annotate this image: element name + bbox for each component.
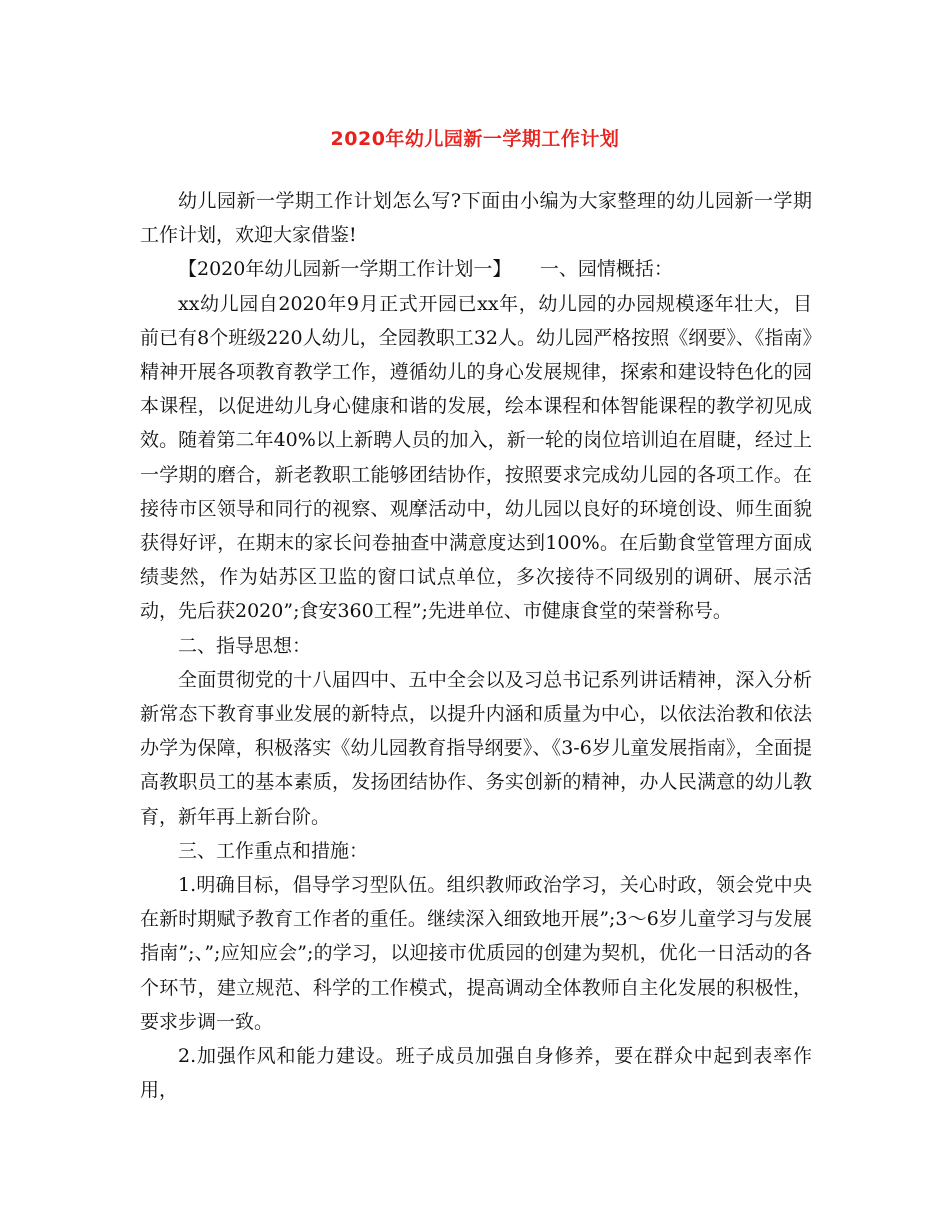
paragraph-intro: 幼儿园新一学期工作计划怎么写?下面由小编为大家整理的幼儿园新一学期工作计划，欢迎大家借鉴! — [140, 190, 812, 247]
section-heading-guiding-thought: 二、指导思想： — [178, 634, 312, 657]
section-heading-key-work: 三、工作重点和措施： — [178, 839, 369, 862]
paragraph-plan-heading: 【2020年幼儿园新一学期工作计划一】 一、园情概括： — [178, 258, 673, 281]
document-title: 2020年幼儿园新一学期工作计划 — [330, 128, 620, 150]
paragraph-measure-2: 2.加强作风和能力建设。班子成员加强自身修养，要在群众中起到表率作用， — [140, 1045, 812, 1102]
paragraph-overview: xx幼儿园自2020年9月正式开园已xx年，幼儿园的办园规模逐年壮大，目前已有8个班级220人幼儿，全园教职工32人。幼儿园严格按照《纲要》、《指南》精神开展各项教育教学工作，遵循幼儿的身心发展规律，探索和建设特色化的园本课程，以促进幼儿身心健康和谐的发展，绘本课程和体智能课程的教学初见成效。随着第二年40%以上新聘人员的加入，新一轮的岗位培训迫在眉睫，经过上一学期的磨合，新老教职工能够团结协作，按照要求完成幼儿园的各项工作。在接待市区领导和同行的视察、观摩活动中，幼儿园以良好的环境创设、师生面貌获得好评，在期末的家长问卷抽查中满意度达到100%。在后勤食堂管理方面成绩斐然，作为姑苏区卫监的窗口试点单位，多次接待不同级别的调研、展示活动，先后获2020”;食安360工程”;先进单位、市健康食堂的荣誉称号。 — [140, 292, 812, 623]
paragraph-measure-1: 1.明确目标，倡导学习型队伍。组织教师政治学习，关心时政，领会党中央在新时期赋予教育工作者的重任。继续深入细致地开展”;3～6岁儿童学习与发展指南”;、”;应知应会”;的学习，以迎接市优质园的创建为契机，优化一日活动的各个环节，建立规范、科学的工作模式，提高调动全体教师自主化发展的积极性，要求步调一致。 — [140, 874, 812, 1033]
document-body — [140, 184, 812, 1107]
paragraph-guiding-thought: 全面贯彻党的十八届四中、五中全会以及习总书记系列讲话精神，深入分析新常态下教育事业发展的新特点，以提升内涵和质量为中心，以依法治教和依法办学为保障，积极落实《幼儿园教育指导纲要》、《3-6岁儿童发展指南》，全面提高教职员工的基本素质，发扬团结协作、务实创新的精神，办人民满意的幼儿教育，新年再上新台阶。 — [140, 668, 812, 828]
